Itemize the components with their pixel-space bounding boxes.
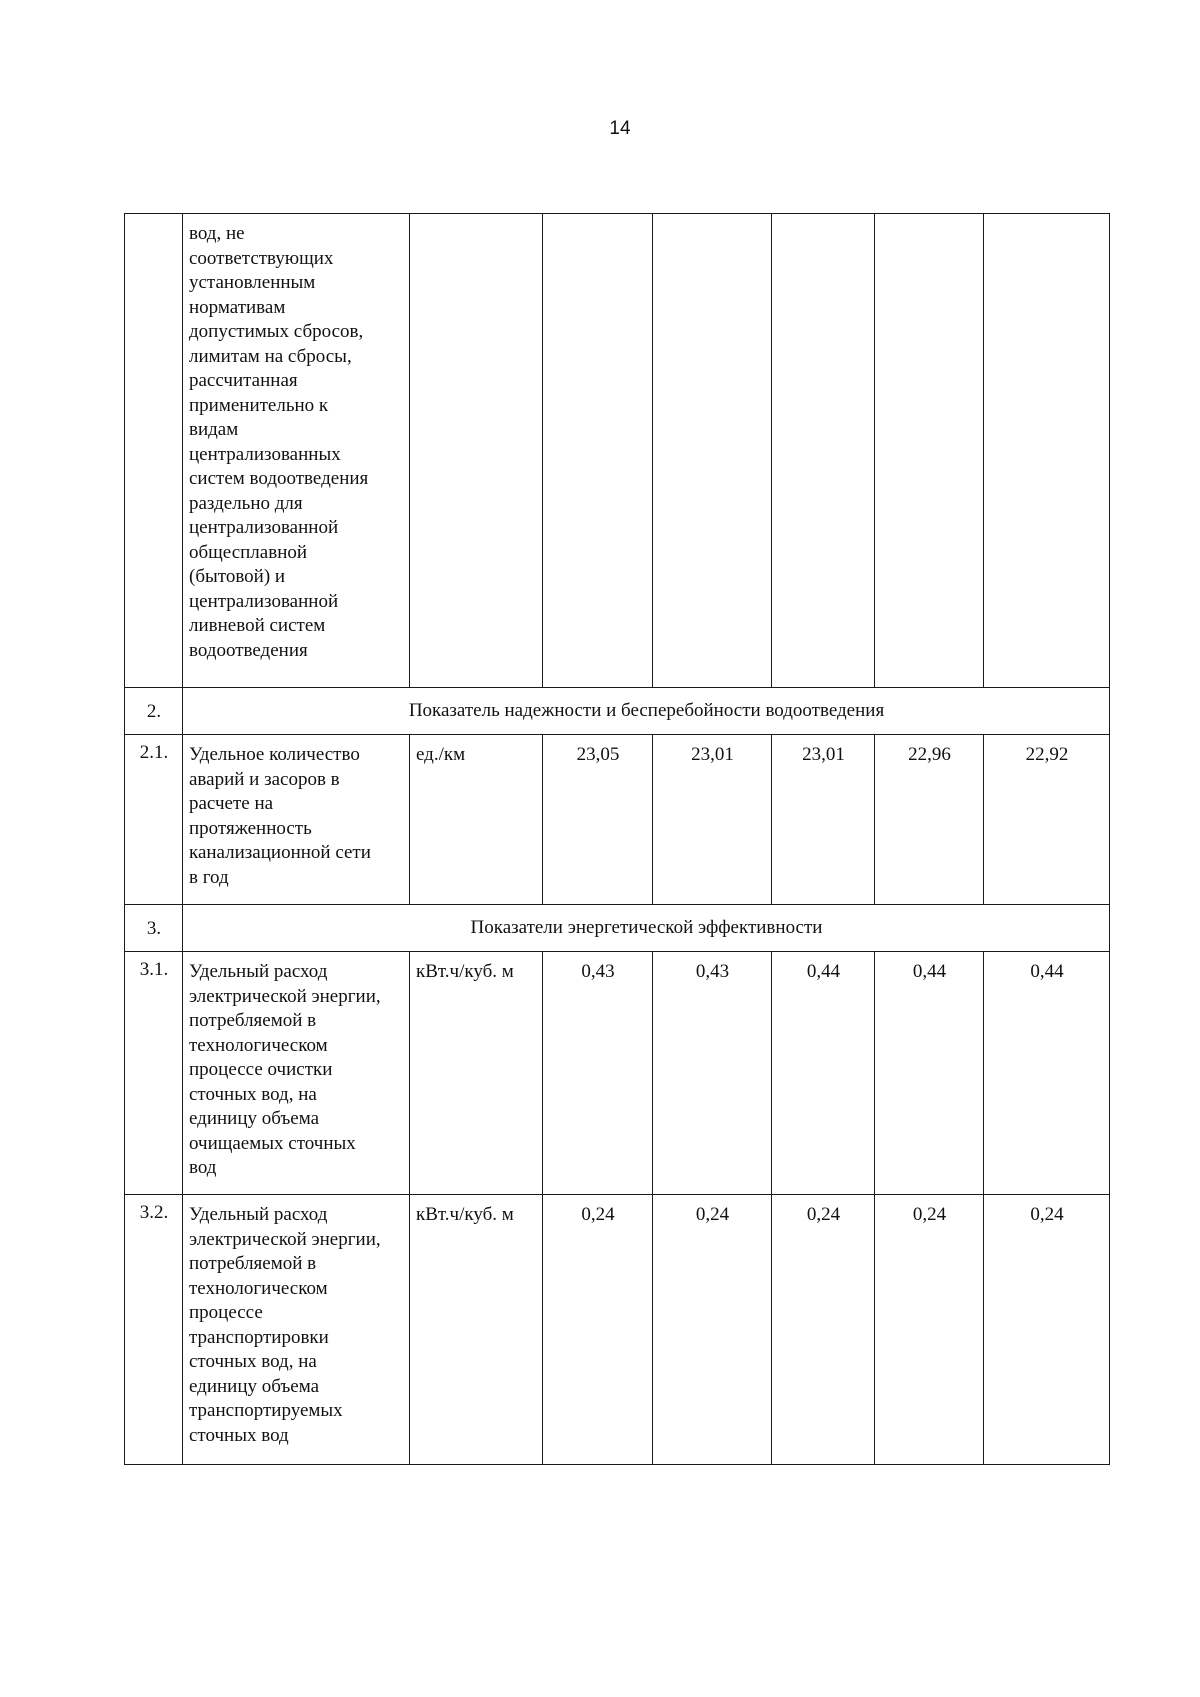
row-number: 3.2. (125, 1195, 183, 1465)
row-number: 3.1. (125, 952, 183, 1195)
unit-cell: кВт.ч/куб. м (410, 1195, 543, 1465)
value-cell: 22,92 (984, 735, 1110, 905)
continued-row-value-cell (543, 214, 653, 688)
continued-row-number-cell (125, 214, 183, 688)
value-cell: 0,24 (875, 1195, 984, 1465)
section-header-row (125, 688, 1110, 735)
value-cell: 0,43 (653, 952, 772, 1195)
continued-row-unit-cell (410, 214, 543, 688)
value-cell: 0,43 (543, 952, 653, 1195)
value-cell: 23,01 (653, 735, 772, 905)
value-cell: 0,44 (772, 952, 875, 1195)
value-cell: 0,24 (772, 1195, 875, 1465)
value-cell: 0,24 (984, 1195, 1110, 1465)
value-cell: 0,44 (984, 952, 1110, 1195)
continued-row-value-cell (653, 214, 772, 688)
continued-row-value-cell (875, 214, 984, 688)
continued-row-text: вод, не соответствующих установленным нормативам допустимых сбросов, лимитам на сбросы, рассчитанная применительно к видам централизованных систем водоотведения раздельно для централизованной общесплавной (бытовой) и централизованной ливневой систем водоотведения (189, 223, 369, 661)
table-row (125, 952, 1110, 1195)
table-row (125, 735, 1110, 905)
section-number: 3. (125, 905, 183, 952)
value-cell: 0,44 (875, 952, 984, 1195)
page-number: 14 (609, 118, 631, 139)
continued-row (125, 214, 1110, 688)
value-cell: 0,24 (543, 1195, 653, 1465)
value-cell: 22,96 (875, 735, 984, 905)
table-row (125, 1195, 1110, 1465)
indicator-name: Удельный расход электрической энергии, потребляемой в технологическом процессе транспортировки сточных вод, на единицу объема транспортируемых сточных вод (183, 1195, 410, 1465)
indicators-table (124, 213, 1110, 1465)
section-header-row (125, 905, 1110, 952)
value-cell: 0,24 (653, 1195, 772, 1465)
indicator-name: Удельный расход электрической энергии, потребляемой в технологическом процессе очистки сточных вод, на единицу объема очищаемых сточных вод (183, 952, 410, 1195)
value-cell: 23,01 (772, 735, 875, 905)
unit-cell: ед./км (410, 735, 543, 905)
continued-row-text-cell (183, 214, 410, 688)
section-title: Показатель надежности и бесперебойности водоотведения (183, 688, 1110, 735)
row-number: 2.1. (125, 735, 183, 905)
section-number: 2. (125, 688, 183, 735)
continued-row-value-cell (984, 214, 1110, 688)
value-cell: 23,05 (543, 735, 653, 905)
indicator-name: Удельное количество аварий и засоров в расчете на протяженность канализационной сети в год (183, 735, 410, 905)
unit-cell: кВт.ч/куб. м (410, 952, 543, 1195)
continued-row-value-cell (772, 214, 875, 688)
section-title: Показатели энергетической эффективности (183, 905, 1110, 952)
